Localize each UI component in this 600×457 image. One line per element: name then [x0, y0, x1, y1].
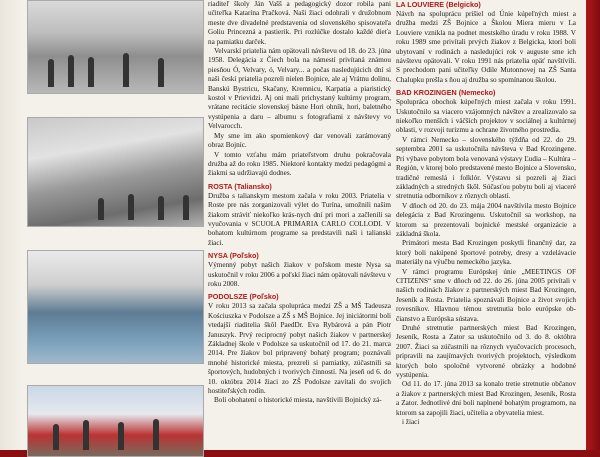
page-fold [0, 0, 22, 450]
figure [68, 55, 74, 87]
paragraph: Družba s talianskym mestom začala v roku 2003. Priatelia v Roste pre nás zorganizovali výlet do Turína, umožnili našim žiakom stráviť niekoľko krás-nych dní pri mori a začlenili sa vyučovania v SCUOLA PRIMARIA CARLO COLLODI. V bohatom kultúrnom programe sa predstavili naši i talianski žiaci. [208, 191, 391, 247]
paragraph: V roku 2013 sa začala spolupráca medzi ZŠ a MŠ Tadeusza Kościuszka v Podolsze a ZŠ s MŠ Bojnice. Jej iniciátormi boli vtedajší riaditelia škôl PaedDr. Eva Rybárová a pán Piotr Januszyk. Prvý reciprocný pobyt našich žiakov v partnerskej Základnej škole v Podolsze sa uskutočnil od 17. do 21. marca 2014. Pre žiakov bol pripravený bohatý program; poznávali mnohé historické miesta, prezreli si pamiatky, zúčastnili sa športových, hudobných i tvorivých činností. Na jeseň od 6. do 10. októbra 2014 žiaci zo ZŠ Podolsze zavítali do svojich hostiteľských rodín. [208, 302, 391, 396]
section-heading-krozingen: BAD KROZINGEN (Nemecko) [396, 88, 496, 98]
photo-swimming-pool [27, 250, 204, 364]
section-heading-podolsze: PODOLSZE (Poľsko) [208, 292, 279, 302]
paragraph: Od 11. do 17. júna 2013 sa konalo tretie stretnutie občanov a žiakov z partnerských miest Bad Krozingen, Jeseník, Rosta a Zator. Jednotlivé dni boli naplnené bohatým programom, na ktorom sa zapojili žiaci, učitelia a obyvatelia miest. [396, 380, 576, 417]
section-heading-rosta: ROSTA (Taliansko) [208, 181, 272, 191]
paragraph: riaditeľ školy Ján Vašš a pedagogický dozor robila pani učiteľka Katarína Pračková. Naši žiaci odohrali v družobnom meste dve divadelné predstavenia od slovenského spisovateľa Goliu Princezná a pastierik. Pri rozlúčke dostalo každé dieťa na pamiatku darček. [208, 0, 391, 46]
paragraph: Primátori mesta Bad Krozingen poskytli finančný dar, za ktorý boli nakúpené športové potreby, dresy a vzdelávacie materiály na výučbu nemeckého jazyka. [396, 239, 576, 267]
figure [98, 198, 104, 220]
paragraph: Druhé stretnutie partnerských miest Bad Krozingen, Jeseník, Rosta a Zator sa uskutočnilo od 3. do 8. októbra 2007. Žiaci sa zúčastnili na rôznych vyučovacích procesoch, pripravili na zaujímavých tvorivých projektoch, výsledkom ktorých bolo spoločné vytvorené obrázky a hodobné vystúpenia. [396, 324, 576, 380]
photo-outdoor-group [27, 385, 204, 457]
paragraph: Výmenný pobyt našich žiakov v poľskom meste Nysa sa uskutočnil v roku 2006 a poľskí žiaci nám opätovali návštevu v roku 2008. [208, 261, 391, 288]
paragraph: V rámci Nemecko – slovenského týždňa od 22. do 29. septembra 2001 sa uskutočnila návšteva v Bad Krozingene. Pri výbave pobytom bola venovaná výstavy Ľudia – Kultúra – Región, v ktorej bolo predstavené mesto Bojnice a Slovensko, tradičné remeslá i folklór. Výstavu si pozreli aj žiaci základných a stredných škôl. Súčasťou pobytu boli aj viaceré stretnutia odborníkov z rôznych oblastí. [396, 135, 576, 201]
figure [158, 58, 164, 87]
figure [123, 53, 129, 87]
figure [48, 59, 54, 87]
paragraph: i žiaci [402, 418, 420, 427]
figure [83, 420, 89, 450]
paragraph: V rámci programu Európskej únie „MEETINGS OF CITIZENS“ sme v dňoch od 22. do 26. júna 2005 privítali v našich rodinách žiakov z partnerských miest Bad Krozingen, Jeseník a Rosta. Priatelia spoznávali Bojnice a život svojich rovesníkov. Hlavnou témou stretnutia bolo európske ob-čianstvo a Európska sústava. [396, 267, 576, 323]
figure [183, 195, 189, 220]
text-column-left [208, 0, 391, 406]
figure [153, 419, 159, 450]
text-column-right [396, 0, 576, 427]
figure [128, 194, 134, 220]
section-heading-louviere: LA LOUVIERE (Belgicko) [396, 0, 481, 9]
paragraph: Velvarskí priatelia nám opätovali návštevu od 18. do 23. júna 1958. Delegácia z Čiech bola na námestí privítaná známou piesňou Ó, Velvary, ó, Velvary... a počas nasledujúcich dní si naši českí priatelia pozreli nielen Bojnice, ale aj Vrátnu dolinu, Banskú Bystricu, Skačany, Kremnicu, Karpatia a piaristický kostol v Prievidzi. Aj oni mali prichystaný kultúrny program, vrátane recitácie slovenskej básne Hori ohník, hori, baletného vystúpenia a daru – albumu s fotografiami z návštevy vo Velvarocch. [208, 47, 391, 131]
photo-bus-group [27, 0, 204, 94]
figure [88, 57, 94, 87]
figure [53, 424, 59, 450]
figure [118, 422, 124, 450]
paragraph: Návrh na spoluprácu prišiel od Únie kúpeľných miest a družba medzi ZŠ Bojnice a Školou Miera mieru v La Louviere vznikla na podnet mestského úradu v roku 1988. V roku 1989 sme privítali prvých žiakov z Belgicka, ktorí boli ubytovaní v rodinách a nasledujúci rok v auguste sme ich návštevu opätovali. V roku 1991 nás priatelia opäť navštívili. S prechodom pani učiteľky Odile Mutonnovej na ZŠ Santa Chalupku prešla s ňou aj družba so spomínanou školou. [396, 10, 576, 84]
photo-mountain-group [27, 117, 204, 227]
paragraph: Boli obohatení o historické miesta, navštívili Bojnický zá- [214, 396, 382, 405]
paragraph: V dňoch od 20. do 23. mája 2004 navštívila mesto Bojnice delegácia z Bad Krozingenu. Uskutočnil sa workshop, na ktorom sa prezentovali bojnické mestské organizácie a základná škola. [396, 201, 576, 238]
page-edge-decoration [586, 0, 600, 450]
section-heading-nysa: NYSA (Poľsko) [208, 251, 259, 261]
paragraph: My sme im ako spomienkový dar venovali zarámovaný obraz Bojníc. [208, 131, 391, 150]
figure [158, 196, 164, 220]
paragraph: Spolupráca obochok kúpeľných miest začala v roku 1991. Uskutočnilo sa viacero vzájomných návštev a zrealizovalo sa niekoľko menších i väčších projektov v sociálnej a kultúrnej oblasti, v rozvoji turizmu a ochrane životného prostredia. [396, 98, 576, 135]
paragraph: V tomto vzťahu mám priateľstvom druhu pokračovala družba až do roku 1985. Niektoré kontakty medzi pedagógmi a žiakmi sa udržiavajú dodnes. [208, 150, 391, 178]
